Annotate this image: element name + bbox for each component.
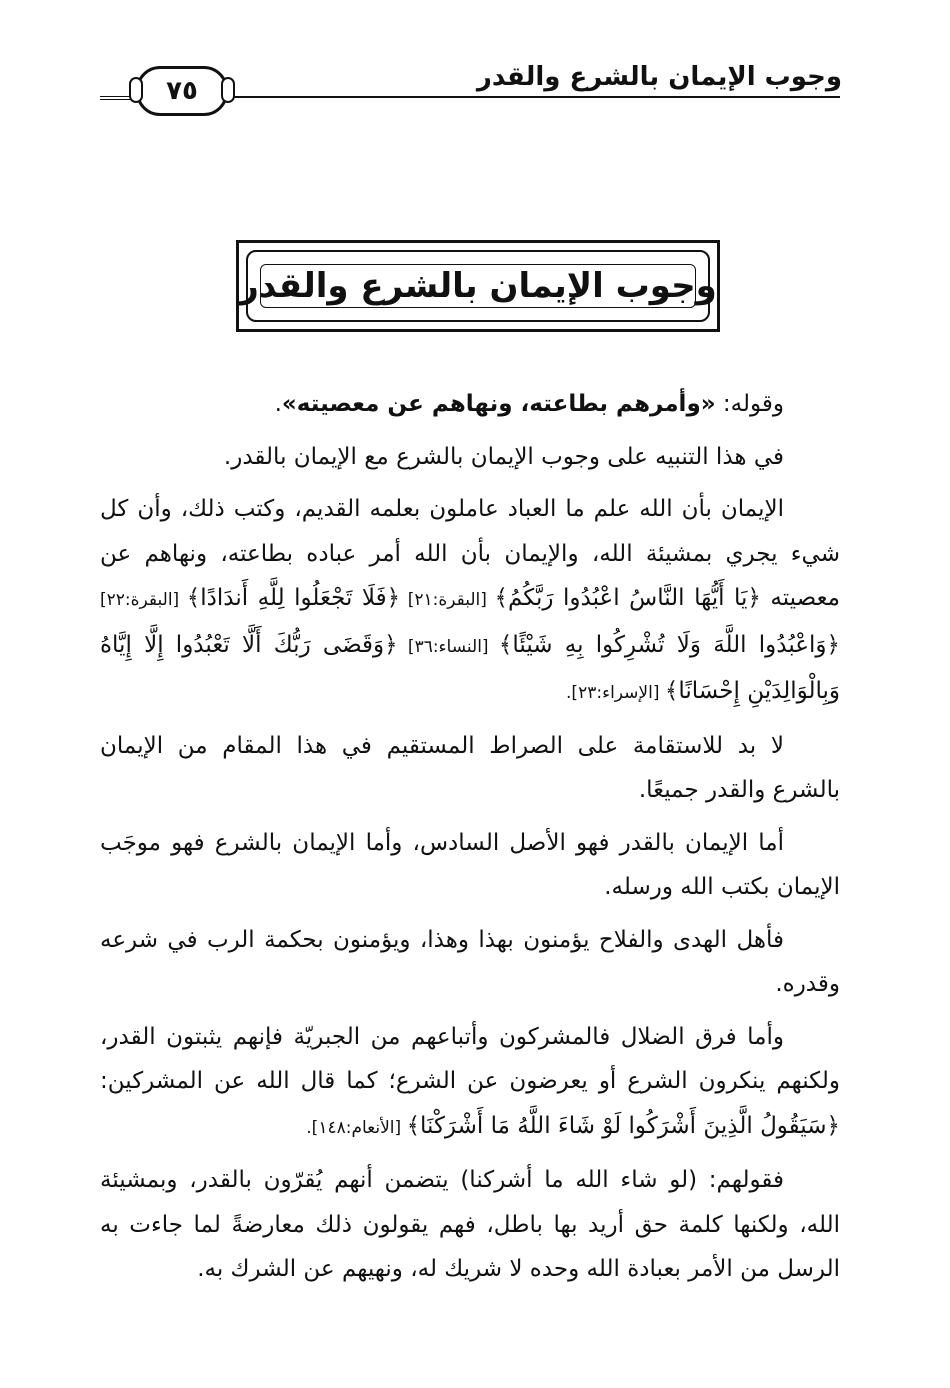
- paragraph-3: [100, 487, 840, 716]
- verse-reference-1: [البقرة:٢١]: [400, 590, 495, 610]
- page-number-badge: [136, 66, 228, 116]
- header-rule: [228, 96, 840, 98]
- p1-prefix: وقوله:: [715, 391, 784, 417]
- quran-verse-2: ﴿فَلَا تَجْعَلُوا لِلَّهِ أَندَادًا﴾: [186, 585, 401, 611]
- chapter-title-inner-frame: [239, 250, 717, 322]
- paragraph-2: في هذا التنبيه على وجوب الإيمان بالشرع مع الإيمان بالقدر.: [223, 443, 784, 470]
- quran-verse-5: ﴿سَيَقُولُ الَّذِينَ أَشْرَكُوا لَوْ شَاءَ اللَّهُ مَا أَشْرَكْنَا﴾: [406, 1112, 840, 1139]
- p7-text: وأما فرق الضلال فالمشركون وأتباعهم من الجبريّة فإنهم يثبتون القدر، ولكنهم ينكرون الشرع أو يعرضون عن الشرع؛ كما قال الله عن المشركين:: [100, 1023, 840, 1094]
- running-header-title: وجوب الإيمان بالشرع والقدر: [476, 62, 842, 92]
- chapter-title-frame: [236, 240, 720, 332]
- verse-reference-3: [النساء:٣٦]: [397, 636, 499, 657]
- chapter-title: وجوب الإيمان بالشرع والقدر: [239, 266, 717, 306]
- body-text: [100, 382, 840, 1300]
- verse-reference-5: [الأنعام:١٤٨].: [306, 1117, 407, 1138]
- p1-suffix: .: [274, 391, 282, 417]
- p1-quote: «وأمرهم بطاعته، ونهاهم عن معصيته»: [281, 391, 716, 417]
- paragraph-7: [100, 1015, 840, 1151]
- paragraph-5: أما الإيمان بالقدر فهو الأصل السادس، وأما الإيمان بالشرع فهو موجَب الإيمان بكتب الله ورسله.: [100, 829, 840, 900]
- quran-verse-3: ﴿وَاعْبُدُوا اللَّهَ وَلَا تُشْرِكُوا بِهِ شَيْئًا﴾: [498, 631, 841, 658]
- page-number: ٧٥: [166, 76, 198, 106]
- paragraph-6: فأهل الهدى والفلاح يؤمنون بهذا وهذا، ويؤمنون بحكمة الرب في شرعه وقدره.: [100, 926, 840, 997]
- p3-text: الإيمان بأن الله علم ما العباد عاملون بعلمه القديم، وكتب ذلك، وأن كل شيء يجري بمشيئة الله، والإيمان بأن الله أمر عباده بطاعته، ونهاهم عن معصيته: [100, 496, 840, 611]
- paragraph-1: [100, 382, 840, 427]
- verse-reference-2: [البقرة:٢٢]: [100, 590, 187, 610]
- paragraph-8: فقولهم: (لو شاء الله ما أشركنا) يتضمن أنهم يُقرّون بالقدر، وبمشيئة الله، ولكنها كلمة حق أريد بها باطل، فهم يقولون ذلك معارضةً لما جاءت به الرسل من الأمر بعبادة الله وحده لا شريك له، ونهيهم عن الشرك به.: [100, 1167, 840, 1282]
- paragraph-4: لا بد للاستقامة على الصراط المستقيم في هذا المقام من الإيمان بالشرع والقدر جميعًا.: [100, 732, 840, 803]
- quran-verse-1: ﴿يَا أَيُّهَا النَّاسُ اعْبُدُوا رَبَّكُمُ﴾: [494, 585, 761, 611]
- verse-reference-4: [الإسراء:٢٣].: [566, 683, 665, 703]
- quran-verse-4: ﴿وَقَضَى رَبُّكَ أَلَّا تَعْبُدُوا إِلَّا إِيَّاهُ وَبِالْوَالِدَيْنِ إِحْسَانًا﴾: [100, 631, 840, 704]
